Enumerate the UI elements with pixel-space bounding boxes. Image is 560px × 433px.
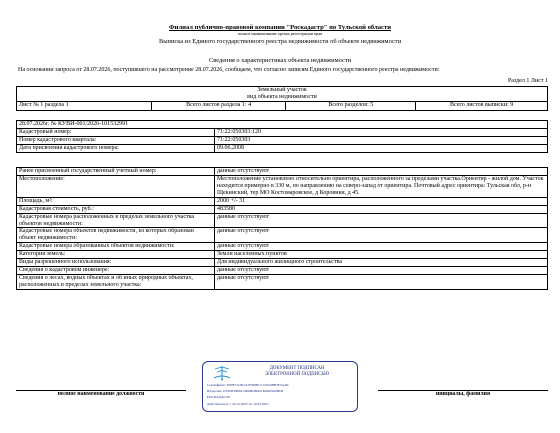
natural-objects-label: Сведения о лесах, водных объектах и об иных природных объектах, расположенных в пределах земельного участка: — [17, 275, 215, 290]
cadastral-number-value: 71:22:050303:120 — [215, 129, 548, 137]
stamp-title-line2: ЭЛЕКТРОННОЙ ПОДПИСЬЮ — [264, 372, 330, 378]
section-sheets-total: Всего листов раздела 1: 4 — [151, 101, 286, 110]
assignment-date-label: Дата присвоения кадастрового номера: — [17, 145, 215, 153]
cadastral-number-label: Кадастровый номер: — [17, 129, 215, 137]
stamp-certificate: Сертификат: 3D9F7A4D1A7F9D8E1131054BB3F5A4D — [207, 383, 289, 387]
section-number: Раздел 1 Лист 1 — [507, 78, 548, 84]
cadastral-quarter-label: Номер кадастрового квартала: — [17, 137, 215, 145]
intro-text: На основании запроса от 28.07.2026, поступившего на рассмотрение 28.07.2026, сообщаем, что согласно записям Единого государственного реестра недвижимости: — [18, 67, 440, 73]
formed-objects-label: Кадастровые номера образованных объектов недвижимости: — [17, 243, 215, 251]
cadastral-quarter-value: 71:22:050303 — [215, 137, 548, 145]
prev-number-value: данные отсутствуют — [215, 168, 548, 176]
located-objects-value: данные отсутствуют — [215, 213, 548, 228]
stamp-owner-line2: РОСКАДАСТР — [207, 395, 230, 399]
characteristics-table — [16, 167, 548, 290]
document-title: Выписка из Единого государственного реестра недвижимости об объекте недвижимости — [158, 38, 401, 45]
cadastral-cost-value: 483580 — [215, 205, 548, 213]
source-objects-value: данные отсутствуют — [215, 228, 548, 243]
formed-objects-value: данные отсутствуют — [215, 243, 548, 251]
area-value: 2000 +/- 31 — [215, 197, 548, 205]
object-type-caption: вид объекта недвижимости — [247, 93, 317, 100]
area-label: Площадь, м²: — [17, 197, 215, 205]
registry-logo-icon — [211, 365, 233, 381]
stamp-owner: Владелец: ПУБЛИЧНО-ПРАВОВАЯ КОМПАНИЯ — [207, 389, 283, 393]
engineer-value: данные отсутствуют — [215, 267, 548, 275]
cadastral-cost-label: Кадастровая стоимость, руб.: — [17, 205, 215, 213]
name-caption: инициалы, фамилия — [435, 391, 491, 397]
stamp-validity: Действителен: с 24.12.2025 по 19.03.2027 — [207, 402, 269, 406]
sections-total: Всего разделов: 5 — [286, 101, 416, 110]
natural-objects-value: данные отсутствуют — [215, 275, 548, 290]
electronic-signature-stamp — [202, 361, 358, 412]
object-header-table — [16, 86, 548, 111]
engineer-label: Сведения о кадастровом инженере: — [17, 267, 215, 275]
permitted-use-label: Виды разрешенного использования: — [17, 259, 215, 267]
section-title: Сведения о характеристиках объекта недвижимости — [208, 57, 352, 64]
land-category-label: Категория земель: — [17, 251, 215, 259]
location-value: Местоположение установлено относительно ориентира, расположенного за пределами участка.Ориентир - жилой дом. Участок находится примерно в 330 м, по направлению на северо-запад от ориентира. Почтовый адрес ориентира: Тульская обл, р-н Щекинский, тер МО Костомаровское, д Коровики, д 45. — [215, 176, 548, 198]
stamp-title — [239, 366, 355, 378]
extract-date-number: 28.07.2026г. № КУВИ-001/2026-101532991 — [17, 121, 548, 129]
land-category-value: Земли населенных пунктов — [215, 251, 548, 259]
assignment-date-value: 09.06.2008 — [215, 145, 548, 153]
source-objects-label: Кадастровые номера объектов недвижимости, из которых образован объект недвижимости: — [17, 228, 215, 243]
permitted-use-value: Для индивидуального жилищного строительства — [215, 259, 548, 267]
location-label: Местоположение: — [17, 176, 215, 198]
object-type: Земельный участок — [257, 87, 307, 93]
extract-sheets-total: Всего листов выписки: 9 — [416, 101, 548, 110]
sheet-number: Лист № 1 раздела 1 — [17, 101, 152, 110]
meta-table — [16, 120, 548, 153]
prev-number-label: Ранее присвоенный государственный учетный номер: — [17, 168, 215, 176]
object-type-cell — [17, 87, 548, 102]
stamp-title-line1: ДОКУМЕНТ ПОДПИСАН — [269, 366, 325, 371]
position-caption: полное наименование должности — [57, 391, 145, 397]
organization-caption: полное наименование органа регистрации прав — [237, 31, 323, 36]
organization-name: Филиал публично-правовой компании "Роскадастр" по Тульской области — [168, 24, 391, 31]
located-objects-label: Кадастровые номера расположенных в пределах земельного участка объектов недвижимости: — [17, 213, 215, 228]
